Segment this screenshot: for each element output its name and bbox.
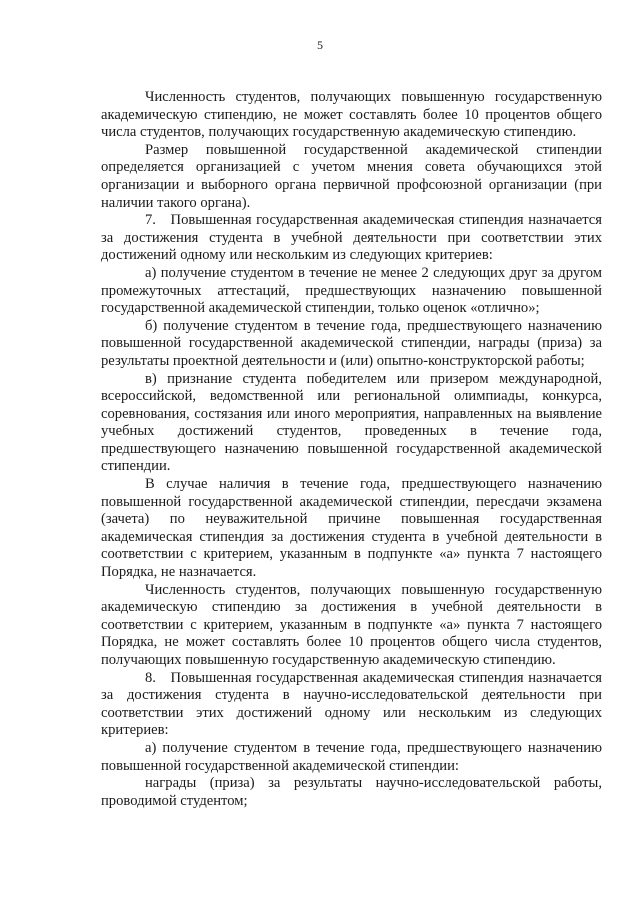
paragraph-item-7: 7. Повышенная государственная академическая стипендия назначается за достижения студента в учебной деятельности при соответствии этих достижений одному или нескольким из следующих критериев: <box>101 212 602 264</box>
page-number: 5 <box>317 38 323 52</box>
paragraph-retake-rule: В случае наличия в течение года, предшествующего назначению повышенной государственной академической стипендии, пересдачи экзамена (зачета) по неуважительной причине повышенная государственная академическая стипендия за достижения студента в учебной деятельности в соответствии с критерием, указанным в подпункте «а» пункта 7 настоящего Порядка, не назначается. <box>101 476 602 581</box>
paragraph-scholarship-share: Численность студентов, получающих повышенную государственную академическую стипендию, не может составлять более 10 процентов общего числа студентов, получающих государственную академическую стипендию. <box>101 89 602 141</box>
paragraph-criterion-8a: а) получение студентом в течение года, предшествующего назначению повышенной государственной академической стипендии: <box>101 739 602 774</box>
paragraph-criterion-7a-limit: Численность студентов, получающих повышенную государственную академическую стипендию за достижения в учебной деятельности в соответствии с критерием, указанным в подпункте «а» пункта 7 настоящего Порядка, не может составлять более 10 процентов общего числа студентов, получающих повышенную государственную академическую стипендию. <box>101 581 602 668</box>
paragraph-scholarship-amount: Размер повышенной государственной академической стипендии определяется организацией с учетом мнения совета обучающихся этой организации и выборного органа первичной профсоюзной организации (при наличии такого органа). <box>101 141 602 211</box>
document-body <box>101 89 602 810</box>
paragraph-item-8: 8. Повышенная государственная академическая стипендия назначается за достижения студента в научно-исследовательской деятельности при соответствии этих достижений одному или нескольким из следующих критериев: <box>101 669 602 739</box>
paragraph-criterion-8a-award: награды (приза) за результаты научно-исследовательской работы, проводимой студентом; <box>101 775 602 809</box>
paragraph-criterion-7a: а) получение студентом в течение не менее 2 следующих друг за другом промежуточных аттестаций, предшествующих назначению повышенной государственной академической стипендии, только оценок «отлично»; <box>101 264 602 317</box>
paragraph-criterion-7b: б) получение студентом в течение года, предшествующего назначению повышенной государственной академической стипендии, награды (приза) за результаты проектной деятельности и (или) опытно-конструкторской работы; <box>101 317 602 369</box>
paragraph-criterion-7c: в) признание студента победителем или призером международной, всероссийской, ведомственной или региональной олимпиады, конкурса, соревнования, состязания или иного мероприятия, направленных на выявление учебных достижений студентов, проведенных в течение года, предшествующего назначению повышенной государственной академической стипендии. <box>101 370 602 475</box>
